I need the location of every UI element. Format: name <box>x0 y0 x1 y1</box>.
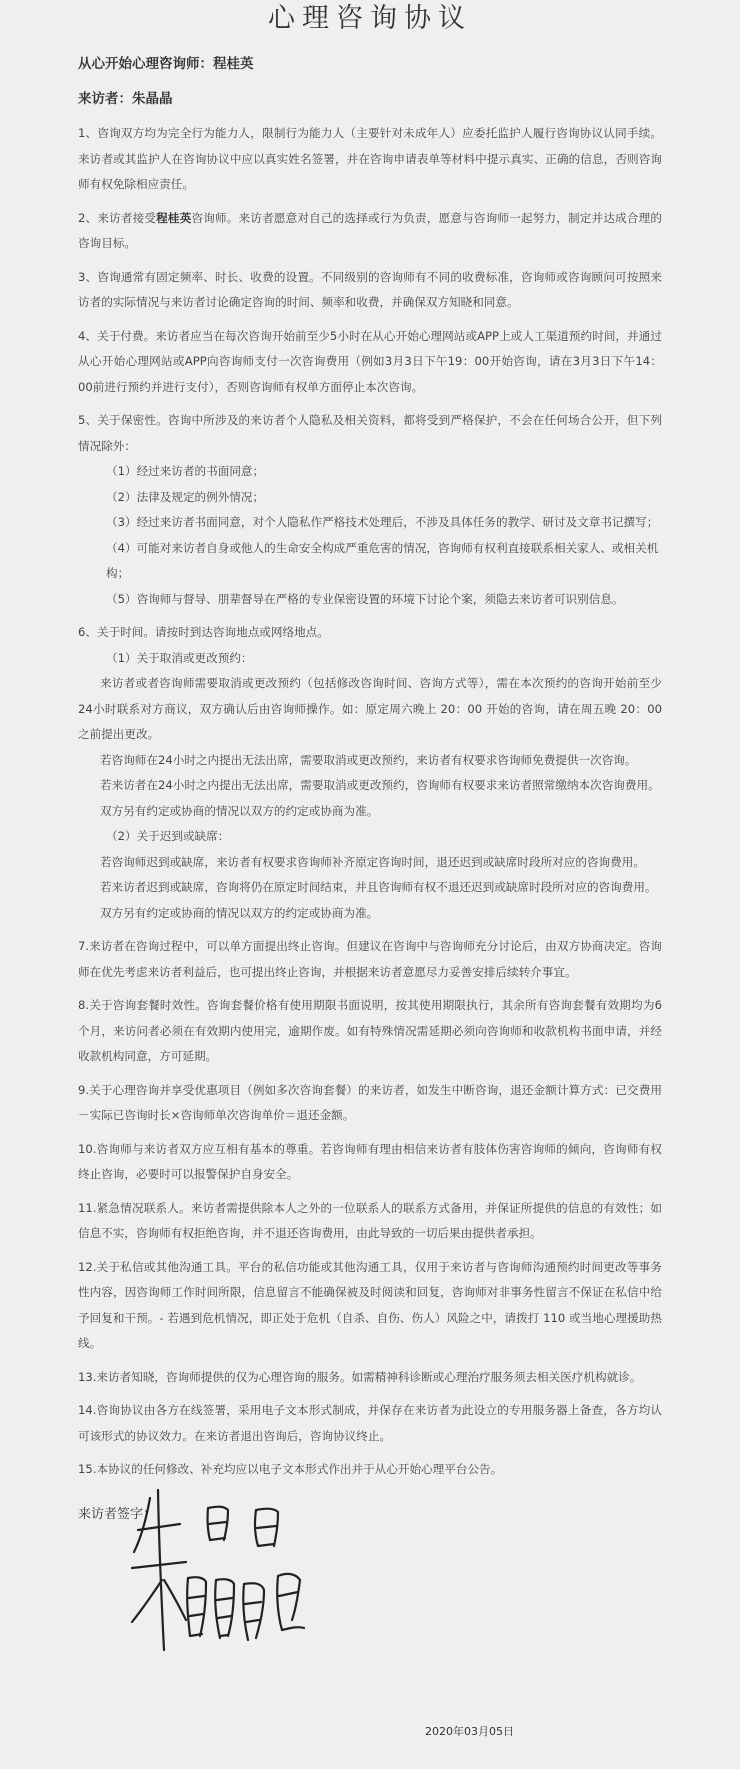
signing-date: 2020年03月05日 <box>425 1725 514 1738</box>
clause-5-item: （4）可能对来访者自身或他人的生命安全构成严重危害的情况，咨询师有权利直接联系相关家人、或相关机构； <box>106 540 659 580</box>
clause-6-subheading: （1）关于取消或更改预约： <box>106 650 253 665</box>
clause-3: 3、咨询通常有固定频率、时长、收费的设置。不同级别的咨询师有不同的收费标准，咨询师或咨询顾问可按照来访者的实际情况与来访者讨论确定咨询的时间、频率和收费，并确保双方知晓和同意。 <box>78 269 662 309</box>
clause-8: 8.关于咨询套餐时效性。咨询套餐价格有使用期限书面说明，按其使用期限执行，其余所有咨询套餐有效期均为6个月，来访问者必须在有效期内使用完，逾期作废。如有特殊情况需延期必须向咨询师和收款机构书面申请，并经收款机构同意，方可延期。 <box>78 998 662 1063</box>
clause-5-block <box>78 408 662 612</box>
signature-label: 来访者签字： <box>78 1506 157 1522</box>
clause-10: 10.咨询师与来访者双方应互相有基本的尊重。若咨询师有理由相信来访者有肢体伤害咨询师的倾向，咨询师有权终止咨询，必要时可以报警保护自身安全。 <box>78 1141 662 1181</box>
counselor-line: 从心开始心理咨询师：程桂英 <box>78 56 254 72</box>
counselor-name-inline: 程桂英 <box>156 210 192 225</box>
clause-5-item: （3）经过来访者书面同意，对个人隐私作严格技术处理后，不涉及具体任务的教学、研讨及文章书记撰写； <box>106 515 659 529</box>
document-title: 心理咨询协议 <box>268 3 472 34</box>
clause-5: 5、关于保密性。咨询中所涉及的来访者个人隐私及相关资料，都将受到严格保护，不会在任何场合公开，但下列情况除外： <box>78 413 662 453</box>
clause-6-paragraph: 双方另有约定或协商的情况以双方的约定或协商为准。 <box>100 803 379 818</box>
clause-6-paragraph: 若咨询师在24小时之内提出无法出席，需要取消或更改预约，来访者有权要求咨询师免费提供一次咨询。 <box>100 752 637 767</box>
clause-2-suffix: 咨询师。来访者愿意对自己的选择或行为负责，愿意与咨询师一起努力，制定并达成合理的咨询目标。 <box>78 210 662 250</box>
clause-6-paragraph: 双方另有约定或协商的情况以双方的约定或协商为准。 <box>100 905 379 920</box>
clause-4: 4、关于付费。来访者应当在每次咨询开始前至少5小时在从心开始心理网站或APP上或人工渠道预约时间，并通过从心开始心理网站或APP向咨询师支付一次咨询费用（例如3月3日下午19：00开始咨询，请在3月3日下午14：00前进行预约并进行支付），否则咨询师有权单方面停止本次咨询。 <box>78 328 662 394</box>
agreement-body <box>78 121 662 1522</box>
clause-6-block <box>78 620 662 926</box>
clause-2-prefix: 2、来访者接受 <box>78 210 157 225</box>
clause-14: 14.咨询协议由各方在线签署，采用电子文本形式制成，并保存在来访者为此设立的专用服务器上备查，各方均认可该形式的协议效力。在来访者退出咨询后，咨询协议终止。 <box>78 1403 662 1443</box>
clause-7: 7.来访者在咨询过程中，可以单方面提出终止咨询。但建议在咨询中与咨询师充分讨论后，由双方协商决定。咨询师在优先考虑来访者利益后，也可提出终止咨询，并根据来访者意愿尽力妥善安排后续转介事宜。 <box>78 939 662 979</box>
clause-9: 9.关于心理咨询并享受优惠项目（例如多次咨询套餐）的来访者，如发生中断咨询，退还金额计算方式：已交费用－实际已咨询时长×咨询师单次咨询单价＝退还金额。 <box>78 1082 662 1122</box>
clause-6: 6、关于时间。请按时到达咨询地点或网络地点。 <box>78 625 329 639</box>
clause-12: 12.关于私信或其他沟通工具。平台的私信功能或其他沟通工具，仅用于来访者与咨询师沟通预约时间更改等事务性内容，因咨询师工作时间所限，信息留言不能确保被及时阅读和回复，咨询师对非事务性留言不保证在私信中给予回复和干预。- 若遇到危机情况，即正处于危机（自杀、自伤、伤人）风险之中，请拨打 110 或当地心理援助热线。 <box>78 1259 662 1350</box>
clause-6-paragraph: 若来访者迟到或缺席，咨询将仍在原定时间结束，并且咨询师有权不退还迟到或缺席时段所对应的咨询费用。 <box>100 880 657 894</box>
handwritten-signature <box>128 1480 328 1670</box>
clause-5-item: （1）经过来访者的书面同意； <box>106 464 265 478</box>
clause-13: 13.来访者知晓，咨询师提供的仅为心理咨询的服务。如需精神科诊断或心理治疗服务须去相关医疗机构就诊。 <box>78 1369 642 1384</box>
clause-15: 15.本协议的任何修改、补充均应以电子文本形式作出并于从心开始心理平台公告。 <box>78 1462 503 1476</box>
client-line: 来访者：朱晶晶 <box>78 91 173 107</box>
clause-2 <box>78 206 662 257</box>
clause-6-paragraph: 若来访者在24小时之内提出无法出席，需要取消或更改预约，咨询师有权要求来访者照常缴纳本次咨询费用。 <box>100 778 660 792</box>
clause-6-paragraph: 若咨询师迟到或缺席，来访者有权要求咨询师补齐原定咨询时间，退还迟到或缺席时段所对应的咨询费用。 <box>100 854 645 869</box>
clause-6-subheading: （2）关于迟到或缺席： <box>106 829 230 843</box>
clause-5-item: （5）咨询师与督导、朋辈督导在严格的专业保密设置的环境下讨论个案，须隐去来访者可识别信息。 <box>106 591 624 606</box>
clause-6-paragraph: 来访者或者咨询师需要取消或更改预约（包括修改咨询时间、咨询方式等），需在本次预约的咨询开始前至少24小时联系对方商议，双方确认后由咨询师操作。如：原定周六晚上 20：00 开始的咨询，请在周五晚 20：00 之前提出更改。 <box>78 676 662 741</box>
clause-11: 11.紧急情况联系人。来访者需提供除本人之外的一位联系人的联系方式备用，并保证所提供的信息的有效性；如信息不实，咨询师有权拒绝咨询，并不退还咨询费用，由此导致的一切后果由提供者承担。 <box>78 1200 662 1240</box>
clause-5-item: （2）法律及规定的例外情况； <box>106 489 265 504</box>
clause-1: 1、咨询双方均为完全行为能力人，限制行为能力人（主要针对未成年人）应委托监护人履行咨询协议认同手续。来访者或其监护人在咨询协议中应以真实姓名签署，并在咨询申请表单等材料中提示真实、正确的信息，否则咨询师有权免除相应责任。 <box>78 126 662 191</box>
